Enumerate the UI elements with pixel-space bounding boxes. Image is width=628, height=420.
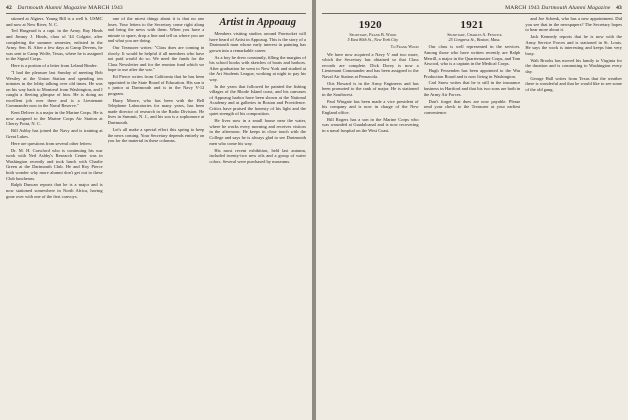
right-page: [316, 0, 628, 420]
body-paragraph: Don't forget that dues are now payable. Please send your check to the Treasurer at your earliest convenience.: [423, 98, 521, 115]
left-page: [0, 0, 312, 420]
byline: To Frank Wood: [390, 44, 419, 50]
body-paragraph: Here are questions from several other letters:: [11, 140, 92, 146]
left-columns: [6, 16, 306, 416]
body-paragraph: one of the nicest things about it is that no one loses. Your letters to the Secretary come right along and bring the news with them. When you have a minute to spare, drop a line and tell us where you are and what you are doing.: [107, 16, 205, 44]
running-head-left: [6, 4, 306, 14]
running-head-right: [322, 4, 622, 14]
body-paragraph: Harry Moore, who has been with the Bell Telephone Laboratories for many years, has been made director of research in the Radio Division. He lives in Summit, N. J., and his son is a sophomore at Dartmouth.: [107, 97, 205, 126]
body-paragraph: Kent Deliver is a major in the Marine Corps. He is now assigned to the Marine Corps Air Station at Cherry Point, N. C.: [6, 110, 103, 127]
right-columns: [322, 16, 622, 416]
body-paragraph: We have now acquired a Navy V and two more, which the Secretary has obtained so that Class records are complete. Dick Dorey is now a Lieutenant Commander and has been assigned to the Naval Air Station at Pensacola.: [322, 51, 419, 79]
body-paragraph: Ralph Duncan reports that he is a major and is now stationed somewhere in North Africa, having gone over with one of the first convoys.: [6, 182, 103, 199]
body-paragraph: and Joe Schenk, who has a new appointment. Did you see that in the newspapers? The Secretary hopes to hear more about it.: [525, 16, 623, 33]
column: [108, 16, 205, 416]
body-paragraph: Our class is well represented in the services. Among those who have written recently are Ralph Merrill, a major in the Quartermaster Corps, and Tom Atwood, who is a captain in the Medical Corps.: [423, 44, 521, 67]
body-paragraph: Bill Rogers has a son in the Marine Corps who was wounded at Guadalcanal and is now recovering in a naval hospital on the West Coast.: [322, 116, 419, 133]
column: [525, 16, 622, 416]
body-paragraph: Let's all make a special effort this spring to keep the news coming. Your Secretary depends entirely on you for the material in these columns.: [107, 126, 205, 144]
body-paragraph: Otis Howard is in the Army Engineers and has been promoted to the rank of major. He is stationed in the Southwest.: [322, 80, 419, 97]
secretary-address: 25 Congress St., Boston, Mass.: [448, 37, 501, 43]
body-paragraph: Carl Snow writes that he is still in the insurance business in Hartford and that his two sons are both in the Army Air Forces.: [423, 80, 521, 97]
body-paragraph: Hugh Fessenden has been appointed to the War Production Board and is now living in Washington.: [423, 67, 521, 79]
page-number-right: 43: [616, 5, 622, 11]
column: [424, 16, 521, 416]
column: [6, 16, 103, 416]
article-title: Artist in Appoaug: [219, 17, 296, 28]
body-paragraph: Walt Brooks has moved his family to Virginia for the duration and is commuting to Washington every day.: [525, 57, 623, 74]
body-paragraph: Bill Ashby has joined the Navy and is training at Great Lakes.: [6, 128, 103, 139]
body-paragraph: Ed Pierce writes from California that he has been appointed to the State Board of Education. His son is a junior at Dartmouth and is in the Navy V-12 program.: [107, 74, 205, 96]
body-paragraph: Paul Wingate has been made a vice president of his company and is now in charge of the New England office.: [322, 98, 419, 115]
class-secretary: Secretary, Charles A. Fenwick: [447, 32, 502, 37]
secretary-address: 5 East 80th St., New York City: [347, 37, 399, 43]
magazine-title-right: Dartmouth Alumni Magazine: [541, 5, 611, 11]
body-paragraph: George Hall writes from Texas that the weather there is wonderful and that he would like to see some of the old gang.: [525, 75, 623, 92]
body-paragraph: Ted Hasgeard is a capt. in the Army. Ray Hinds and Jimmy J. Hinds, class of '44 Colgate, after completing the summer semester, enlisted in the Army. Sen. R. After a few days at Camp Devens, he was sent to Camp Wolfe, Texas, where he is assigned to the Signal Corps.: [6, 28, 103, 62]
body-paragraph: Dr. M. H. Crawford who is continuing his war work with Ned Ashby's Research Center was in Washington recently and took lunch with Charlie Green at the Dartmouth Club. He and Roy Pierce both wonder why more alumni don't get out to these Club luncheons.: [6, 147, 103, 181]
column: [209, 16, 306, 416]
issue-date-right: MARCH 1943: [505, 5, 540, 11]
body-paragraph: Here is a portion of a letter from Leland Binder:: [11, 63, 98, 69]
column: [322, 16, 419, 416]
body-paragraph: In the years that followed he painted the fishing villages of the Rhode Island coast, and his canvases of Appoaug harbor have been shown at the National Academy and at galleries in Boston and Providence. Critics have praised the honesty of his light and the quiet strength of his composition.: [209, 83, 307, 117]
issue-date-left: MARCH 1943: [88, 5, 123, 11]
body-paragraph: Members visiting studios around Pawtucket will have heard of Artist in Appoaug. This is the story of a Dartmouth man whose early interest in painting has grown into a remarkable career.: [209, 31, 307, 53]
body-paragraph: He lives now in a small house near the water, where he works every morning and receives visitors in the afternoon. He keeps in close touch with the College and says he is always glad to see Dartmouth men who come his way.: [209, 118, 307, 146]
body-paragraph: stioned at Algiers. Young Bill is a well b. USMC and now at New River, N. C.: [6, 16, 103, 27]
body-paragraph: "I had the pleasure last Sunday of meeting Bob Westley at the Union Station and spending ten minutes in the lobby talking over old times. He was on his way back to Montreal from Washington, and I caught a fleeting glimpse of him. He is doing an excellent job over there and is a Lieutenant Commander now in the Naval Reserve.": [6, 70, 103, 109]
body-paragraph: As a boy he drew constantly, filling the margins of his school books with sketches of boats and harbors. After graduation he went to New York and studied at the Art Students League, working at night to pay his way.: [209, 54, 307, 82]
class-year-heading: 1921: [460, 19, 484, 31]
body-paragraph: Jack Kennedy reports that he is now with the Army Service Forces and is stationed in St. Louis. He says the work is interesting and keeps him very busy.: [525, 34, 623, 56]
body-paragraph: Our Treasurer writes: "Class dues are coming in slowly. It would be helpful if all members who have not paid would do so. We need the funds for the Class Newsletter and for the reunion fund which we hope to use after the war.": [107, 45, 205, 73]
magazine-title-left: Dartmouth Alumni Magazine: [17, 5, 87, 11]
page-number-left: 42: [6, 5, 12, 11]
body-paragraph: His most recent exhibition, held last autumn, included twenty-two new oils and a group of water colors. Several were purchased by museums.: [209, 147, 307, 164]
class-secretary: Secretary, Frank B. Wood: [349, 32, 397, 37]
class-year-heading: 1920: [358, 19, 382, 31]
